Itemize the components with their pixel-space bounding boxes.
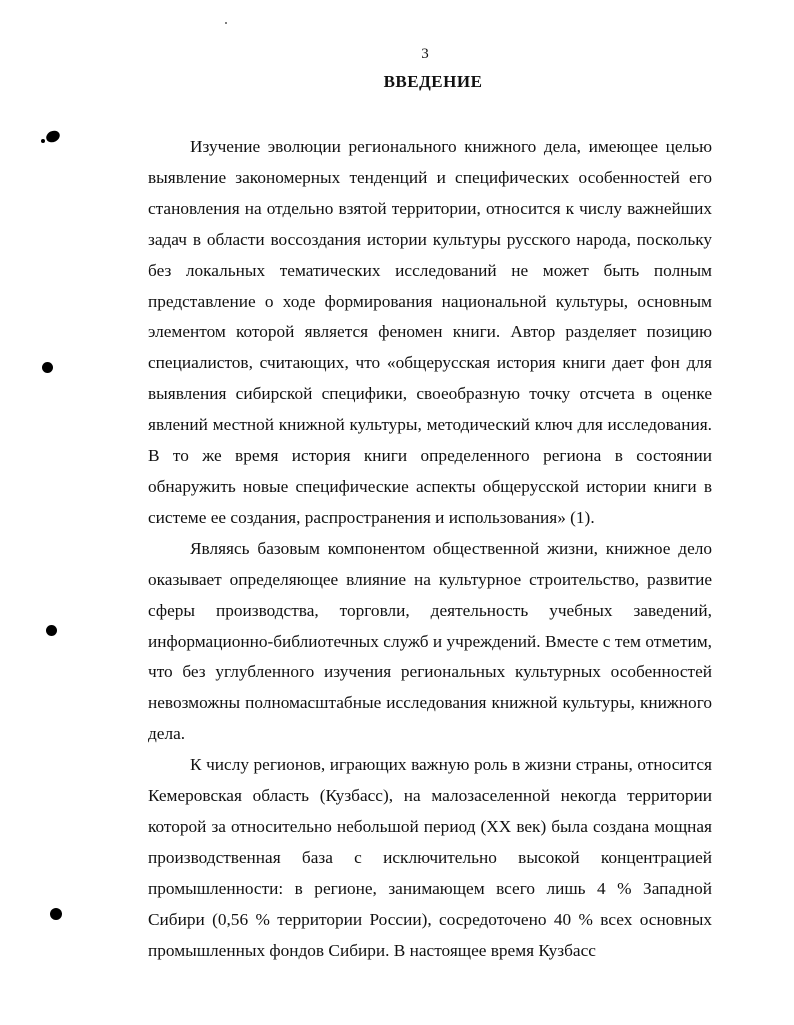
- scan-mark: [50, 908, 62, 920]
- page-title: ВВЕДЕНИЕ: [383, 72, 483, 91]
- paragraph: К числу регионов, играющих важную роль в жизни страны, относится Кемеровская область (Кузбасс), на малозаселенной некогда территории которой за относительно небольшой период (XX век) была создана мощная производственная база с исключительно высокой концентрацией промышленности: в регионе, занимающем всего лишь 4 % Западной Сибири (0,56 % территории России), сосредоточено 40 % всех основных промышленных фондов Сибири. В настоящее время Кузбасс: [148, 755, 712, 960]
- scan-mark: [225, 22, 227, 24]
- scan-mark: [41, 139, 45, 143]
- body-text: [148, 132, 712, 966]
- paragraph: Изучение эволюции регионального книжного дела, имеющее целью выявление закономерных тенденций и специфических особенностей его становления на отдельно взятой территории, относится к числу важнейших задач в области воссоздания истории культуры русского народа, поскольку без локальных тематических исследований не может быть полным представление о ходе формирования национальной культуры, основным элементом которой является феномен книги. Автор разделяет позицию специалистов, считающих, что «общерусская история книги дает фон для выявления сибирской специфики, своеобразную точку отсчета в оценке явлений местной книжной культуры, методический ключ для исследования. В то же время история книги определенного региона в состоянии обнаружить новые специфические аспекты общерусской истории книги в системе ее создания, распространения и использования» (1).: [148, 137, 712, 527]
- page-number: 3: [421, 46, 429, 62]
- scan-mark: [42, 362, 53, 373]
- scan-mark: [46, 625, 57, 636]
- scan-mark: [44, 129, 61, 145]
- paragraph: Являясь базовым компонентом общественной жизни, книжное дело оказывает определяющее влияние на культурное строительство, развитие сферы производства, торговли, деятельность учебных заведений, информационно-библиотечных служб и учреждений. Вместе с тем отметим, что без углубленного изучения региональных культурных особенностей невозможны полномасштабные исследования книжной культуры, книжного дела.: [148, 538, 712, 744]
